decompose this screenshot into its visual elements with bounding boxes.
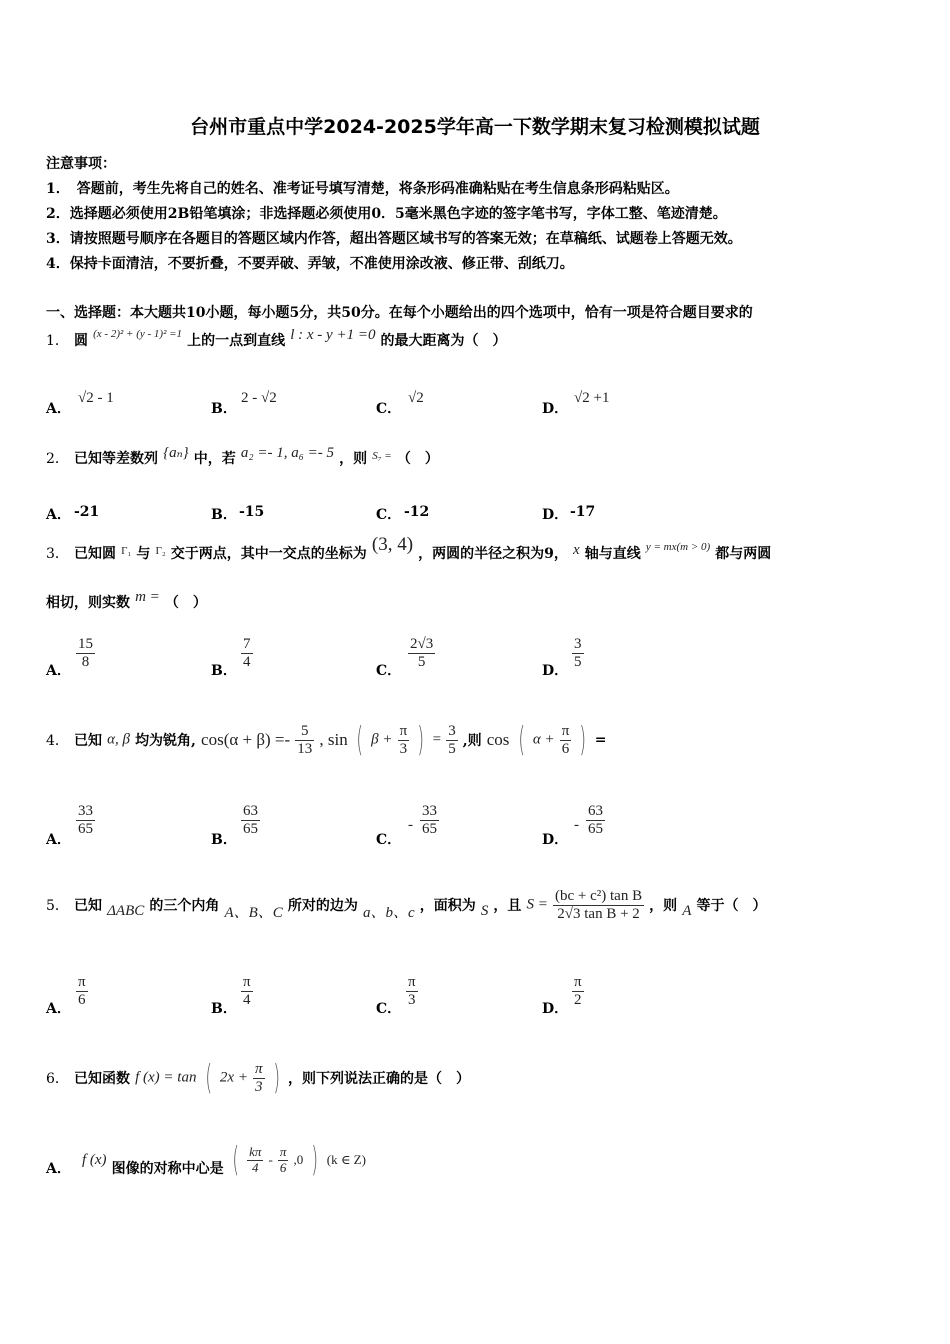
question-number: 5． [46, 898, 69, 914]
line-equation: y = mx(m > 0) [645, 541, 711, 553]
question-number: 6． [46, 1071, 69, 1087]
option-a[interactable]: $\frac{15}{8}$ [78, 636, 93, 670]
question-number: 4． [46, 733, 69, 749]
option-b[interactable]: $\frac{63}{65}$ [243, 803, 258, 837]
page-title: 台州市重点中学2024-2025学年高一下数学期末复习检测模拟试题 [190, 116, 760, 138]
option-d[interactable]: $\frac{63}{65}$ [588, 803, 603, 837]
area-formula: $\frac{\text{(bc + c²) tan B}}{\text{2√3 tan B + 2}}$ [554, 888, 643, 922]
option-b[interactable]: $\frac{7}{4}$ [243, 636, 251, 670]
condition: a₂ =- 1, a₆ =- 5 [240, 445, 335, 461]
question-1: 1． 圆 $^{(x - 2)^2 + (y - 1)^2 =1}$ 上的一点到直线 l : x - y +1 =0 的最大距离为（ ） [46, 327, 507, 349]
option-b[interactable]: -15 [239, 504, 265, 520]
notes-heading: 注意事项： [46, 156, 116, 172]
option-d[interactable]: -17 [570, 504, 596, 520]
option-d[interactable]: $\frac{3}{5}$ [574, 636, 582, 670]
line-equation: l : x - y +1 =0 [290, 327, 376, 343]
option-a[interactable]: $\frac{33}{65}$ [78, 803, 93, 837]
question-number: 1． [46, 333, 69, 349]
option-b[interactable]: 2 - √2 [241, 390, 277, 406]
section-heading: 一、选择题：本大题共10小题，每小题5分，共50分。在每个小题给出的四个选项中，恰有一项是符合题目要求的 [46, 305, 753, 321]
option-c[interactable]: $\frac{2√3}{5}$ [410, 636, 434, 670]
sequence: {aₙ} [163, 445, 189, 461]
function-expr: f (x) = tan [135, 1069, 197, 1086]
question-number: 3． [46, 546, 69, 562]
question-3: 3． 已知圆 $^{\Gamma_1}$ 与 $^{\Gamma_2}$ 交于两点，其中一交点的坐标为 (3, 4) ，两圆的半径之积为9， x 轴与直线 $^{y = mx(m > 0)}$ 都与两圆 [46, 534, 772, 562]
question-number: 2． [46, 451, 69, 467]
option-c[interactable]: -12 [404, 504, 430, 520]
question-4: 4． 已知 α, β 均为锐角, cos(α + β) =- $\frac{5}{13}$ , sin ( β + $\frac{\pi}{3}$ ) = $\frac{3}{5}$ ,则 cos ( α + $\frac{\pi}{6}$ ) = [46, 720, 607, 760]
option-b[interactable]: $\frac{\pi}{4}$ [243, 974, 251, 1008]
option-d[interactable]: √2 +1 [574, 390, 610, 406]
option-a[interactable]: $\frac{\pi}{6}$ [78, 974, 86, 1008]
question-6: 6． 已知函数 f (x) = tan ( 2x + $\frac{\pi}{3}$ ) ，则下列说法正确的是（ ） [46, 1058, 471, 1098]
point: (3, 4) [371, 534, 414, 555]
s7: S₇ = [372, 450, 392, 462]
question-2: 2． 已知等差数列 {aₙ} 中，若 a₂ =- 1, a₆ =- 5 ，则 $^{S_7 =}$ （ ） [46, 445, 439, 467]
note-item: 3．请按照题号顺序在各题目的答题区域内作答，超出答题区域书写的答案无效；在草稿纸、试题卷上答题无效。 [46, 231, 742, 247]
note-item: 1． 答题前，考生先将自己的姓名、准考证号填写清楚，将条形码准确粘贴在考生信息条形码粘贴区。 [46, 181, 679, 197]
note-item: 4．保持卡面清洁，不要折叠，不要弄破、弄皱，不准使用涂改液、修正带、刮纸刀。 [46, 256, 574, 272]
option-c[interactable]: $\frac{\pi}{3}$ [408, 974, 416, 1008]
option-c[interactable]: $\frac{33}{65}$ [422, 803, 437, 837]
question-5: 5． 已知 ΔABC 的三个内角 A、B、C 所对的边为 a、b、c ，面积为 S ，且 S = $\frac{\text{(bc + c²) tan B}}{\text{2√3 tan B + 2}}$ ，则 A 等于（ ） [46, 888, 767, 922]
option-a[interactable]: √2 - 1 [78, 390, 114, 406]
option-a[interactable]: -21 [74, 504, 100, 520]
note-item: 2．选择题必须使用2B铅笔填涂；非选择题必须使用0．5毫米黑色字迹的签字笔书写，字体工整、笔迹清楚。 [46, 206, 727, 222]
question-3-cont: 相切，则实数 m = （ ） [46, 589, 207, 611]
option-d[interactable]: $\frac{\pi}{2}$ [574, 974, 582, 1008]
q6-option-a[interactable]: A． f (x) 图像的对称中心是 ( $\frac{k\pi}{4}$ - $\frac{\pi}{6}$ ,0 ) (k ∈ Z) [46, 1140, 366, 1180]
circle-equation: (x - 2)² + (y - 1)² =1 [93, 328, 183, 340]
option-c[interactable]: √2 [408, 390, 424, 406]
